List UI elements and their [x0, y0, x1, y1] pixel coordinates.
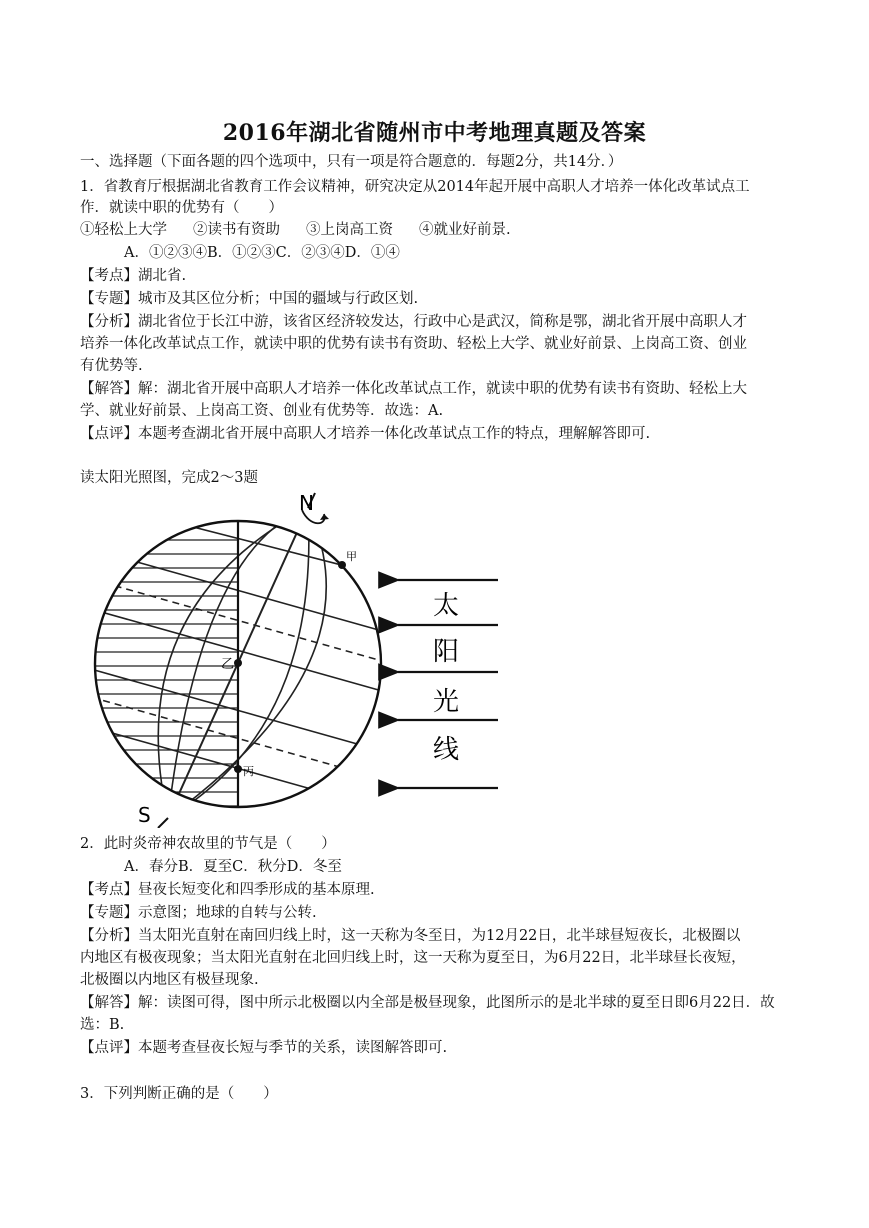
q2-jieda-line1: 【解答】解：读图可得，图中所示北极圈以内全部是极昼现象，此图所示的是北半球的夏至日即6月22日．故 [80, 995, 775, 1011]
point-bing-label: 丙 [243, 765, 254, 778]
sun-char-1: 太 [432, 591, 460, 621]
sun-char-2: 阳 [432, 637, 460, 667]
figure-intro: 读太阳光照图，完成2～3题 [80, 470, 258, 486]
q1-dianping: 【点评】本题考查湖北省开展中高职人才培养一体化改革试点工作的特点，理解解答即可. [80, 426, 651, 442]
q1-fenxi-line2: 培养一体化改革试点工作，就读中职的优势有读书有资助、轻松上大学、就业好前景、上岗高工资、创业 [80, 336, 747, 352]
point-yi [234, 659, 242, 667]
q1-item-1: ①轻松上大学 [80, 222, 167, 238]
q2-fenxi-line3: 北极圈以内地区有极昼现象. [80, 972, 259, 988]
q2-choices: A．春分B．夏至C．秋分D．冬至 [124, 859, 342, 875]
q1-zhuanti: 【专题】城市及其区位分析；中国的疆域与行政区划. [80, 291, 419, 307]
q1-choices: A．①②③④B．①②③C．②③④D．①④ [124, 245, 400, 261]
q1-item-3: ③上岗高工资 [306, 222, 393, 238]
point-bing [234, 765, 242, 773]
north-label: N [299, 491, 314, 515]
south-label: S [138, 803, 151, 827]
sun-label [433, 591, 459, 765]
point-jia-label: 甲 [346, 550, 357, 563]
q2-fenxi-line1: 【分析】当太阳光直射在南回归线上时，这一天称为冬至日，为12月22日，北半球昼短夜长，北极圈以 [80, 928, 741, 944]
q1-jieda-line1: 【解答】解：湖北省开展中高职人才培养一体化改革试点工作，就读中职的优势有读书有资助、轻松上大 [80, 381, 747, 397]
q2-fenxi-line2: 内地区有极夜现象；当太阳光直射在北回归线上时，这一天称为夏至日，为6月22日，北半球昼长夜短， [80, 950, 746, 966]
q2-stem: 2．此时炎帝神农故里的节气是（ ） [80, 836, 336, 852]
q2-dianping: 【点评】本题考查昼夜长短与季节的关系，读图解答即可. [80, 1040, 448, 1056]
q1-stem-line2: 作．就读中职的优势有（ ） [80, 200, 283, 216]
point-yi-label: 乙 [221, 657, 235, 672]
q1-kaodian: 【考点】湖北省. [80, 268, 187, 284]
q2-kaodian: 【考点】昼夜长短变化和四季形成的基本原理. [80, 882, 375, 898]
q1-fenxi-line1: 【分析】湖北省位于长江中游，该省区经济较发达，行政中心是武汉，简称是鄂，湖北省开展中高职人才 [80, 314, 747, 330]
point-jia [338, 561, 346, 569]
sun-char-4: 线 [432, 735, 460, 765]
q2-zhuanti: 【专题】示意图；地球的自转与公转. [80, 905, 317, 921]
q1-stem-line1: 1．省教育厅根据湖北省教育工作会议精神，研究决定从2014年起开展中高职人才培养一体化改革试点工 [80, 179, 750, 195]
rotation-arrowhead-icon [320, 514, 329, 520]
q2-jieda-line2: 选：B. [80, 1017, 125, 1033]
section-header: 一、选择题（下面各题的四个选项中，只有一项是符合题意的．每题2分，共14分．） [80, 154, 623, 170]
q1-fenxi-line3: 有优势等. [80, 358, 143, 374]
sun-char-3: 光 [432, 687, 460, 717]
q1-item-2: ②读书有资助 [193, 222, 280, 238]
q1-item-4: ④就业好前景. [419, 222, 511, 238]
q1-jieda-line2: 学、就业好前景、上岗高工资、创业有优势等．故选：A. [80, 403, 444, 419]
sunlight-diagram [80, 488, 510, 828]
q1-items [80, 220, 537, 240]
q3-stem: 3．下列判断正确的是（ ） [80, 1086, 278, 1102]
page-title: 2016年湖北省随州市中考地理真题及答案 [222, 120, 647, 146]
